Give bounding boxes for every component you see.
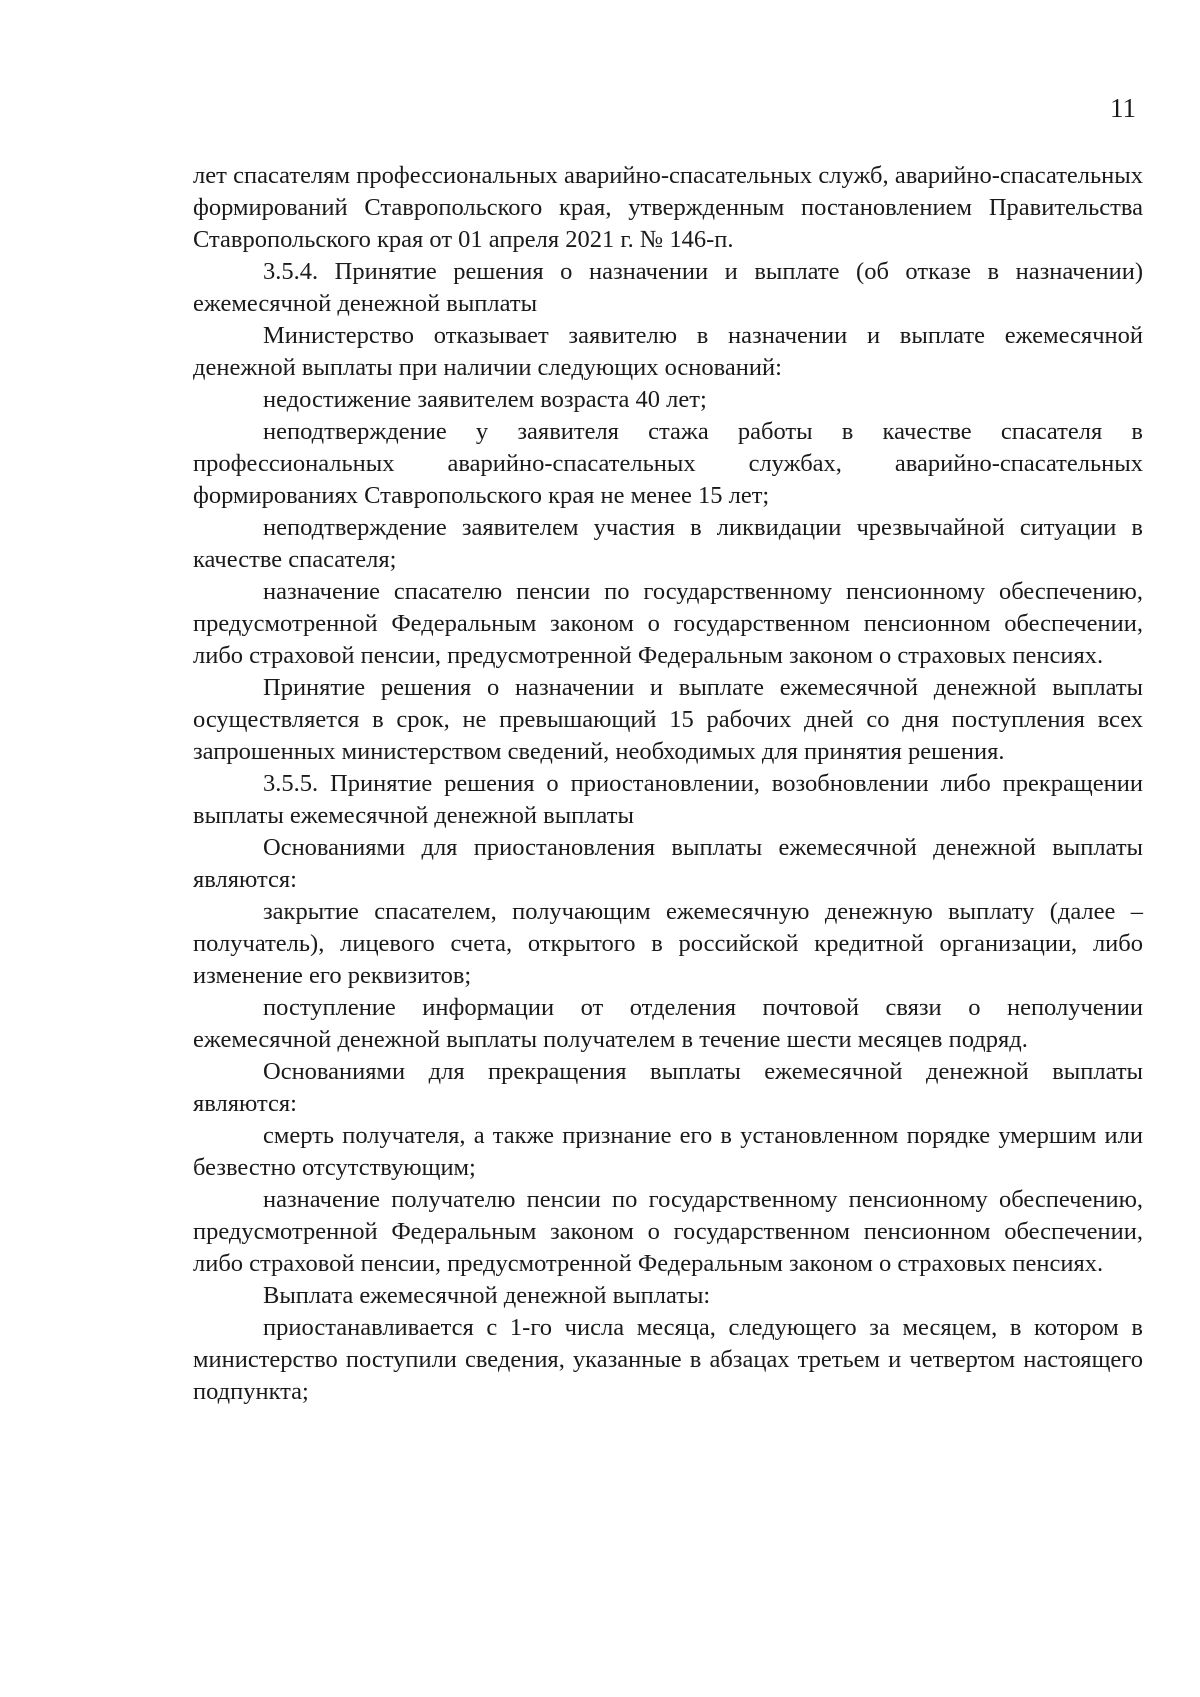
paragraph: Основаниями для прекращения выплаты ежемесячной денежной выплаты являются: [193, 1058, 1143, 1117]
page-number: 11 [1110, 93, 1136, 123]
document-body [193, 160, 1143, 1408]
list-item: назначение получателю пенсии по государственному пенсионному обеспечению, предусмотренной Федеральным законом о государственном пенсионном обеспечении, либо страховой пенсии, предусмотренной Федеральным законом о страховых пенсиях. [193, 1186, 1143, 1277]
list-item: недостижение заявителем возраста 40 лет; [263, 386, 707, 413]
list-item: поступление информации от отделения почтовой связи о неполучении ежемесячной денежной выплаты получателем в течение шести месяцев подряд. [193, 994, 1143, 1053]
section-heading-3-5-4: 3.5.4. Принятие решения о назначении и выплате (об отказе в назначении) ежемесячной денежной выплаты [193, 258, 1143, 317]
list-item: назначение спасателю пенсии по государственному пенсионному обеспечению, предусмотренной Федеральным законом о государственном пенсионном обеспечении, либо страховой пенсии, предусмотренной Федеральным законом о страховых пенсиях. [193, 578, 1143, 669]
list-item: приостанавливается с 1-го числа месяца, следующего за месяцем, в котором в министерство поступили сведения, указанные в абзацах третьем и четвертом настоящего подпункта; [193, 1314, 1143, 1405]
paragraph: Министерство отказывает заявителю в назначении и выплате ежемесячной денежной выплаты при наличии следующих оснований: [193, 322, 1143, 381]
section-heading-3-5-5: 3.5.5. Принятие решения о приостановлении, возобновлении либо прекращении выплаты ежемесячной денежной выплаты [193, 770, 1143, 829]
paragraph: Основаниями для приостановления выплаты ежемесячной денежной выплаты являются: [193, 834, 1143, 893]
list-item: смерть получателя, а также признание его в установленном порядке умершим или безвестно отсутствующим; [193, 1122, 1143, 1181]
paragraph: лет спасателям профессиональных аварийно-спасательных служб, аварийно-спасательных формирований Ставропольского края, утвержденным постановлением Правительства Ставропольского края от 01 апреля 2021 г. № 146-п. [193, 162, 1143, 253]
list-item: закрытие спасателем, получающим ежемесячную денежную выплату (далее – получатель), лицевого счета, открытого в российской кредитной организации, либо изменение его реквизитов; [193, 898, 1143, 989]
paragraph: Выплата ежемесячной денежной выплаты: [263, 1282, 711, 1309]
list-item: неподтверждение заявителем участия в ликвидации чрезвычайной ситуации в качестве спасателя; [193, 514, 1143, 573]
list-item: неподтверждение у заявителя стажа работы в качестве спасателя в профессиональных аварийно-спасательных службах, аварийно-спасательных формированиях Ставропольского края не менее 15 лет; [193, 418, 1143, 509]
paragraph: Принятие решения о назначении и выплате ежемесячной денежной выплаты осуществляется в срок, не превышающий 15 рабочих дней со дня поступления всех запрошенных министерством сведений, необходимых для принятия решения. [193, 674, 1143, 765]
